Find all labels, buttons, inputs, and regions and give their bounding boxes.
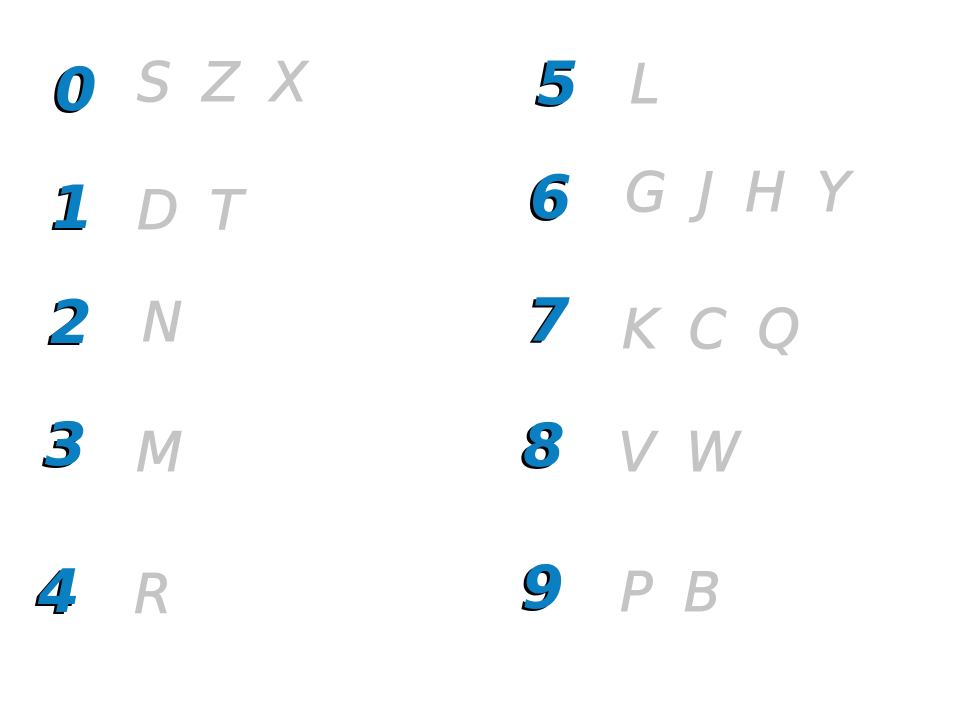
letters-for-0: S Z X (137, 51, 310, 114)
letters-for-9: P B (620, 561, 723, 624)
letters-for-6: G J H Y (625, 161, 852, 224)
digit-5: 5 (537, 49, 579, 119)
letters-for-2: N (142, 291, 185, 354)
digit-2: 2 (50, 288, 92, 358)
letters-for-7: K C Q (622, 298, 802, 361)
letters-for-3: M (136, 421, 185, 484)
letters-for-5: L (630, 53, 663, 116)
digit-3: 3 (45, 410, 87, 480)
letters-for-4: R (134, 563, 174, 626)
letters-for-1: D T (137, 179, 245, 242)
digit-0: 0 (55, 55, 97, 125)
digit-9: 9 (522, 553, 564, 623)
digit-8: 8 (523, 411, 565, 481)
digit-4: 4 (38, 557, 80, 627)
digit-7: 7 (528, 286, 570, 356)
digit-6: 6 (530, 163, 572, 233)
letters-for-8: V W (618, 421, 742, 484)
digit-1: 1 (52, 173, 94, 243)
